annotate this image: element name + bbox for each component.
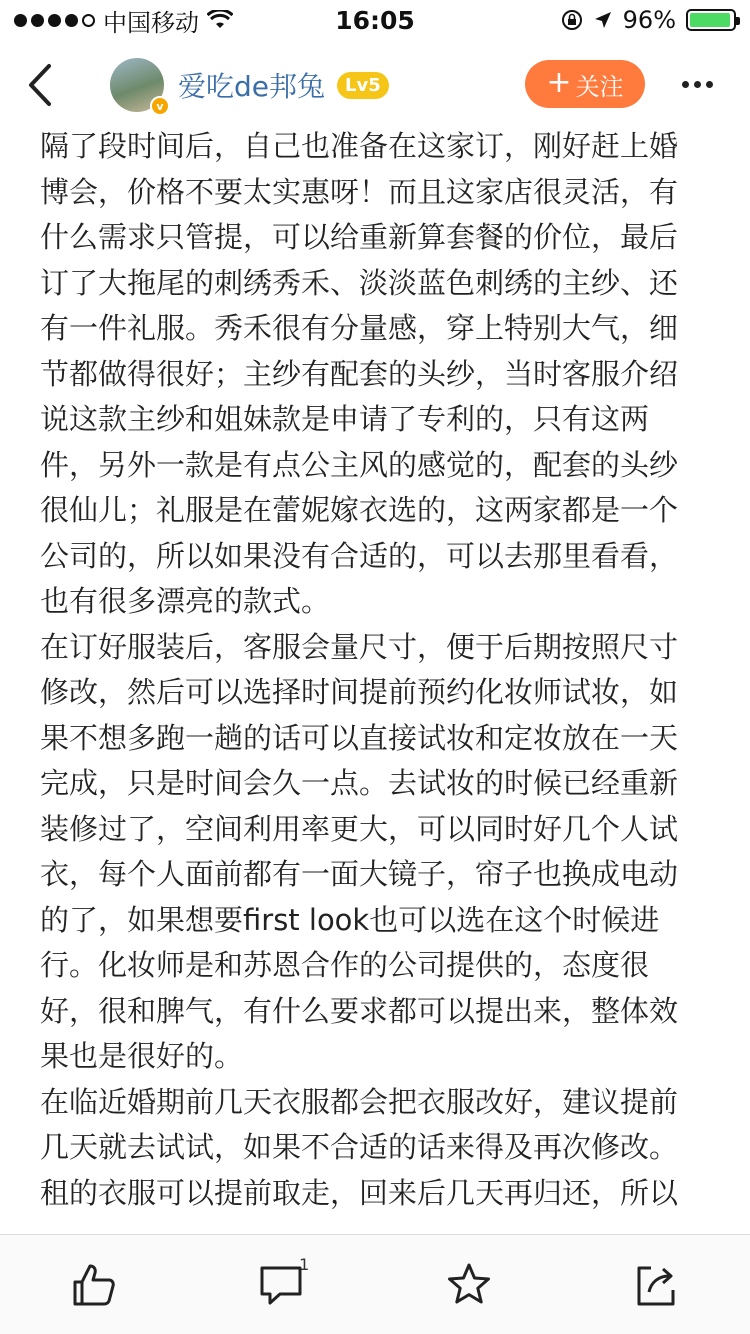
status-right (561, 6, 736, 34)
more-icon[interactable] (675, 62, 719, 106)
level-badge: Lv5 (337, 72, 389, 99)
verified-badge: v (150, 96, 170, 116)
status-bar (0, 0, 750, 40)
battery-level (690, 13, 730, 27)
favorite-button[interactable] (419, 1245, 519, 1325)
comment-count: 1 (299, 1254, 310, 1274)
comment-icon (258, 1262, 304, 1308)
back-button[interactable] (0, 40, 80, 130)
signal-strength-icon (14, 14, 95, 27)
plus-icon: + (546, 65, 572, 100)
status-left (14, 3, 233, 38)
paragraph-2: 在订好服装后，客服会量尺寸，便于后期按照尺寸 修改，然后可以选择时间提前预约化妆师试妆，如 果不想多跑一趟的话可以直接试妆和定妆放在一天 完成，只是时间会久一点。去试妆的时候已经重新 装修过了，空间利用率更大，可以同时好几个人试 衣，每个人面前都有一面大镜子，帘子也换成电动 的了，如果想要first look也可以选在这个时候进 行。化妆师是和苏恩合作的公司提供的，态度很 好，很和脾气，有什么要求都可以提出来，整体效 果也是很好的。 (40, 629, 679, 1073)
post-header (0, 40, 750, 130)
username[interactable]: 爱吃de邦兔 (178, 70, 326, 103)
paragraph-3: 在临近婚期前几天衣服都会把衣服改好，建议提前 几天就去试试，如果不合适的话来得及再次修改。 租的衣服可以提前取走，回来后几天再归还，所以 (40, 1084, 679, 1210)
post-content (40, 124, 710, 1234)
rotation-lock-icon (561, 9, 583, 31)
chevron-left-icon (25, 62, 55, 108)
battery-icon (686, 9, 736, 31)
share-icon (633, 1262, 679, 1308)
follow-label: 关注 (575, 72, 624, 101)
follow-button[interactable] (525, 60, 645, 108)
wifi-icon (207, 10, 233, 30)
comment-button[interactable] (231, 1245, 331, 1325)
bottom-toolbar (0, 1234, 750, 1334)
like-button[interactable] (44, 1245, 144, 1325)
paragraph-1: 隔了段时间后，自己也准备在这家订，刚好赶上婚 博会，价格不要太实惠呀！而且这家店很灵活，有 什么需求只管提，可以给重新算套餐的价位，最后 订了大拖尾的刺绣秀禾、淡淡蓝色刺绣的主纱、还 有一件礼服。秀禾很有分量感，穿上特别大气，细 节都做得很好；主纱有配套的头纱，当时客服介绍 说这款主纱和姐妹款是申请了专利的，只有这两 件，另外一款是有点公主风的感觉的，配套的头纱 很仙儿；礼服是在蕾妮嫁衣选的，这两家都是一个 公司的，所以如果没有合适的，可以去那里看看， 也有很多漂亮的款式。 (40, 129, 679, 618)
clock: 16:05 (335, 5, 415, 35)
thumbs-up-icon (71, 1262, 117, 1308)
carrier-label: 中国移动 (103, 8, 199, 37)
location-arrow-icon (593, 10, 613, 30)
battery-percent: 96% (622, 6, 676, 34)
star-icon (445, 1261, 493, 1309)
avatar[interactable] (110, 58, 164, 112)
share-button[interactable] (606, 1245, 706, 1325)
